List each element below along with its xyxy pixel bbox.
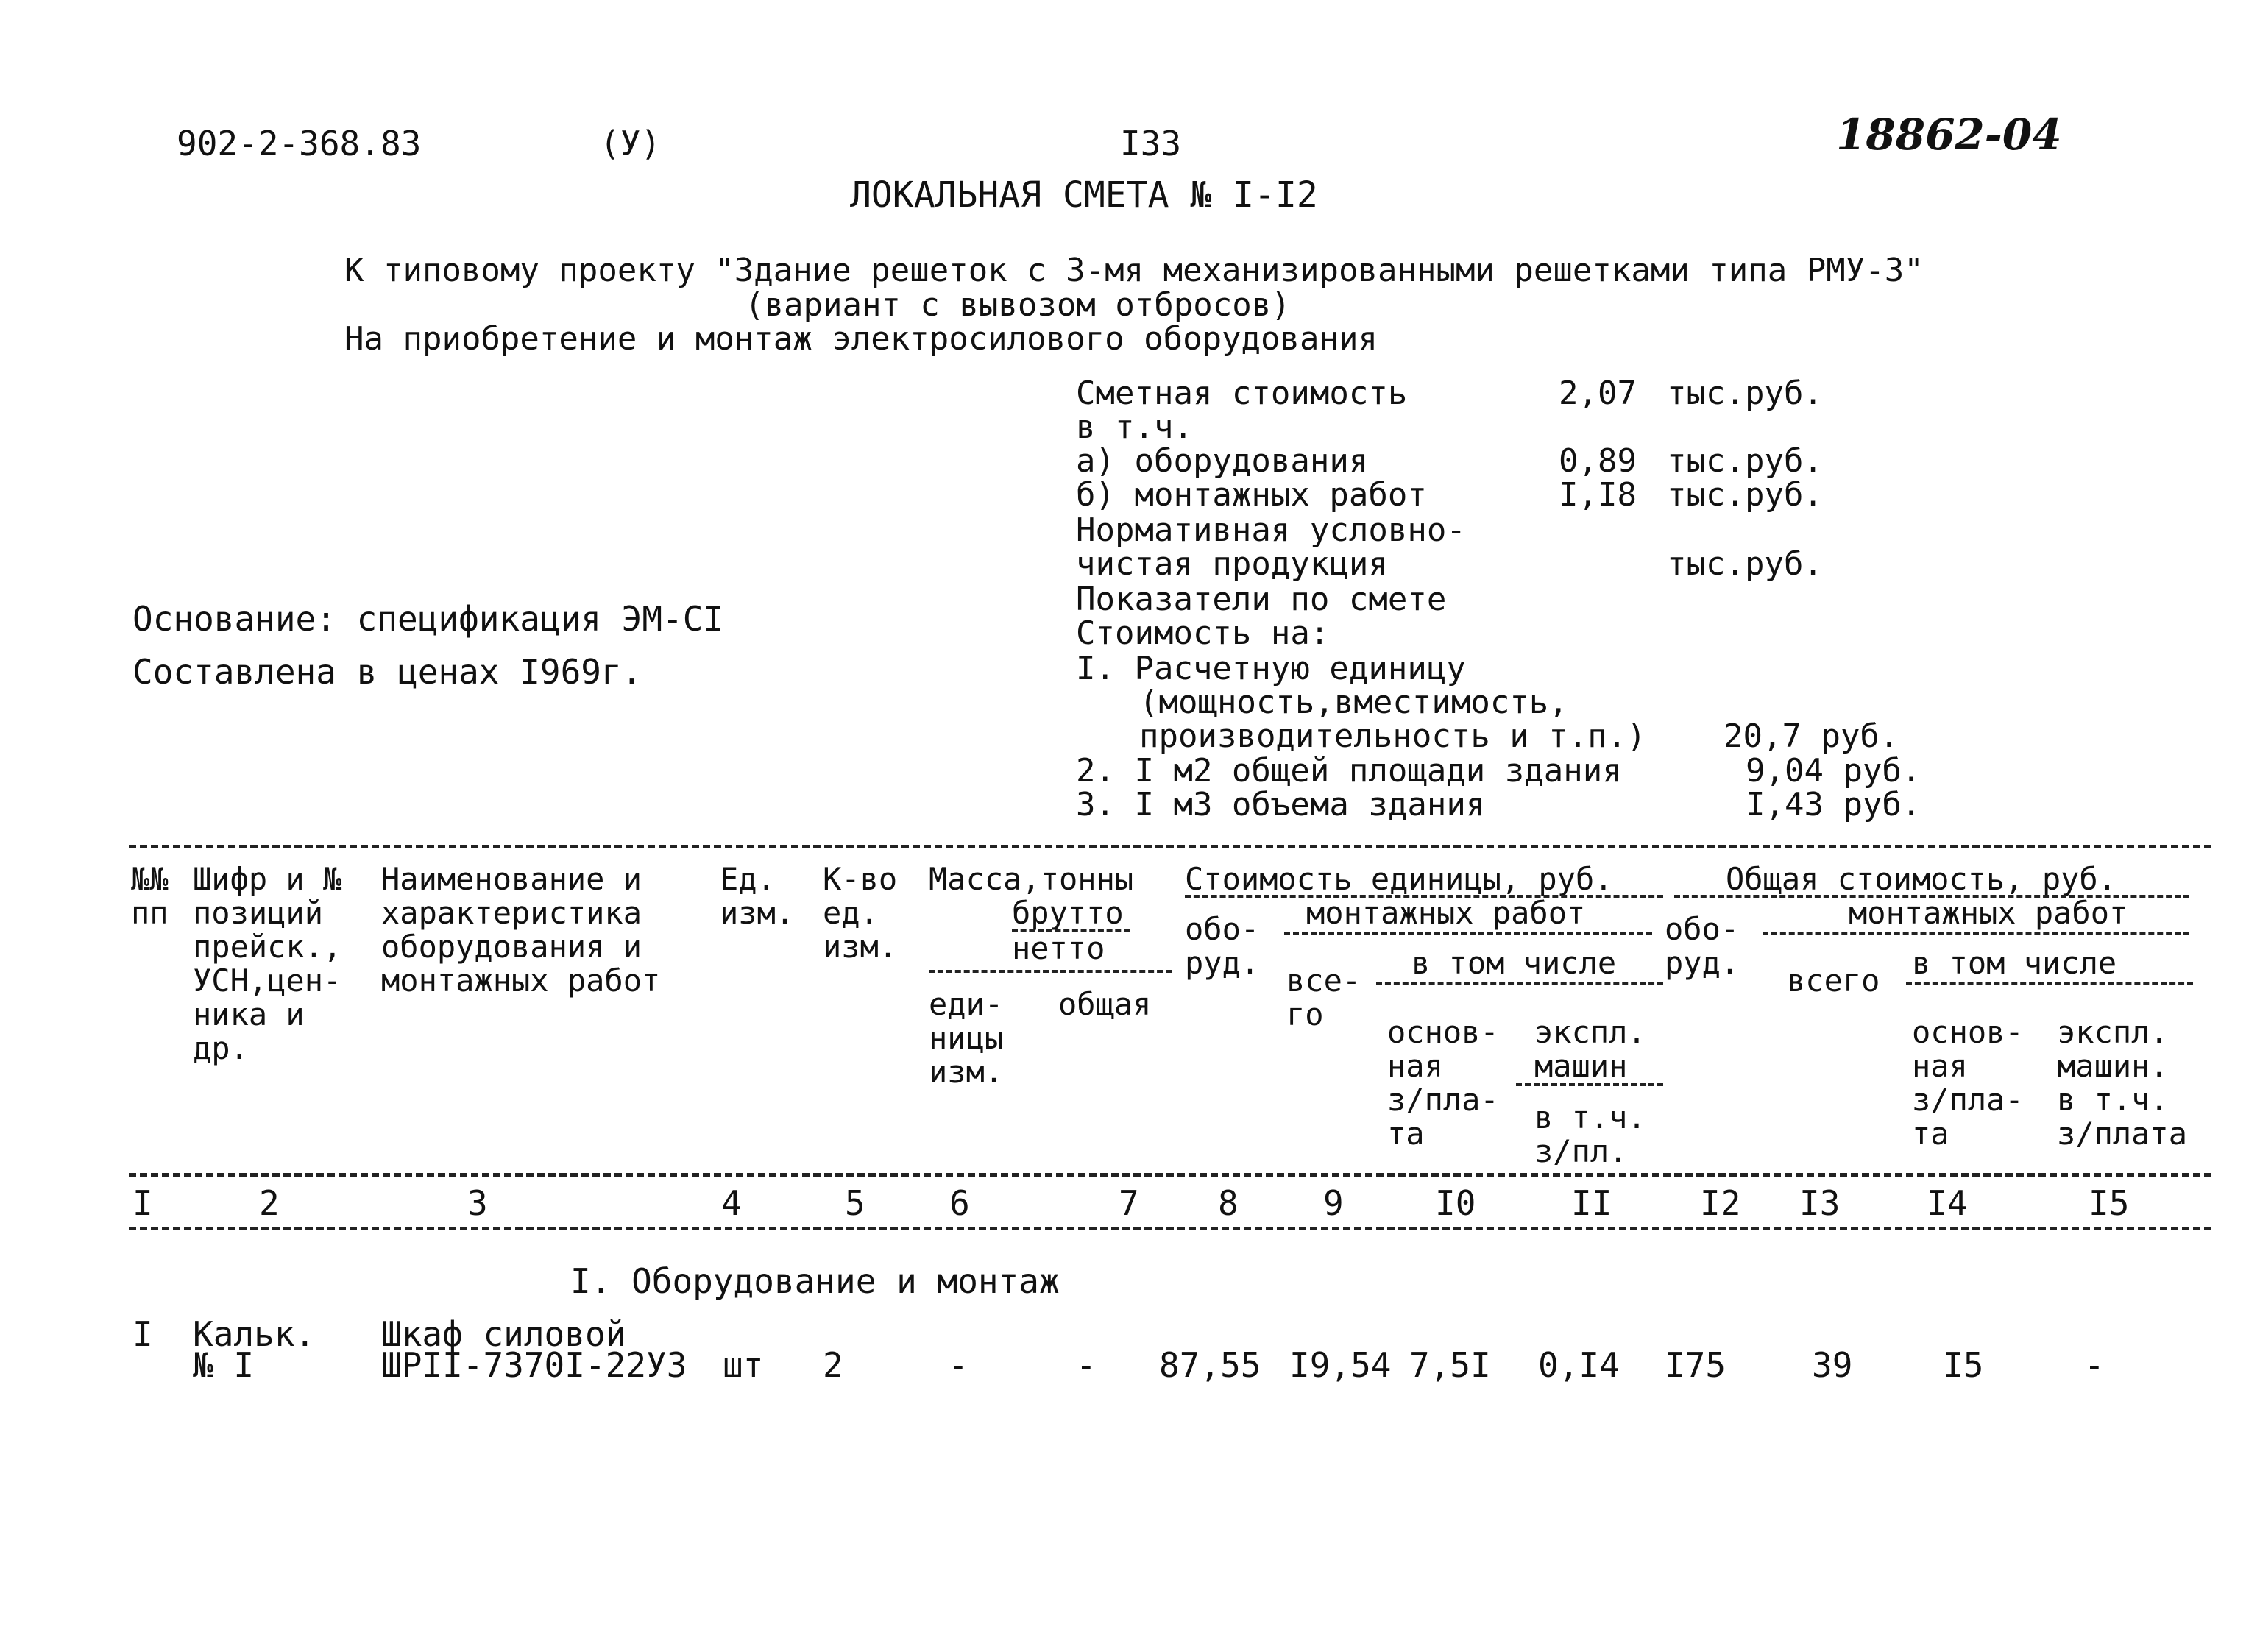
- indicator-1-line-1: I. Расчетную единицу: [1076, 650, 1466, 687]
- col2-h5: ника и: [193, 996, 305, 1032]
- cost-per-label: Стоимость на:: [1076, 614, 1330, 652]
- indicator-1-line-2: (мощность,вместимость,: [1139, 684, 1568, 721]
- col2-h2: позиций: [193, 895, 324, 931]
- col14-h1: основ-: [1912, 1014, 2024, 1050]
- col9-h1: все-: [1286, 963, 1361, 999]
- row-wage: 7,5I: [1409, 1345, 1491, 1385]
- netto-underline: [929, 970, 1172, 973]
- total-install-title: монтажных работ: [1849, 895, 2128, 931]
- row-machines: 0,I4: [1538, 1345, 1620, 1385]
- col14-h2: ная: [1912, 1048, 1968, 1084]
- unit-incl-underline: [1376, 982, 1663, 985]
- column-number: 7: [1119, 1183, 1139, 1223]
- unit-install-title: монтажных работ: [1306, 895, 1586, 931]
- col3-h4: монтажных работ: [381, 963, 661, 999]
- col15-h2: машин.: [2057, 1048, 2169, 1084]
- col15-h3: в т.ч.: [2057, 1082, 2169, 1118]
- estimate-cost-unit: тыс.руб.: [1667, 375, 1823, 412]
- equipment-label: а) оборудования: [1076, 442, 1369, 480]
- col13-h1: всего: [1787, 963, 1880, 999]
- col9-h2: го: [1286, 996, 1324, 1032]
- col3-h2: характеристика: [381, 895, 642, 931]
- col11-h2: машин: [1534, 1048, 1628, 1084]
- total-incl-title: в том числе: [1912, 945, 2117, 981]
- col2-h3: прейск.,: [193, 929, 342, 965]
- column-number: 6: [949, 1183, 970, 1223]
- unit-incl-title: в том числе: [1411, 945, 1617, 981]
- column-number: I3: [1799, 1183, 1841, 1223]
- document-code: 902-2-368.83: [177, 124, 422, 163]
- row-total-wage: I5: [1943, 1345, 1984, 1385]
- table-top-rule: [129, 845, 2211, 848]
- page-number: I33: [1120, 124, 1182, 163]
- indicator-2-label: 2. I м2 общей площади здания: [1076, 752, 1622, 790]
- section-title: I. Оборудование и монтаж: [570, 1261, 1060, 1301]
- col10-h4: та: [1387, 1116, 1425, 1152]
- basis-line-2: Составлена в ценах I969г.: [132, 652, 642, 692]
- col3-h1: Наименование и: [381, 861, 642, 897]
- net-product-label-1: Нормативная условно-: [1076, 511, 1466, 549]
- col1-h2: пп: [131, 895, 169, 931]
- column-number: II: [1571, 1183, 1612, 1223]
- col10-h2: ная: [1387, 1048, 1443, 1084]
- column-number: 9: [1323, 1183, 1344, 1223]
- row-equip-cost: 87,55: [1159, 1345, 1261, 1385]
- row-total-equip: I75: [1665, 1345, 1726, 1385]
- row-number: I: [132, 1314, 153, 1354]
- col10-h3: з/пла-: [1387, 1082, 1499, 1118]
- column-number: I2: [1700, 1183, 1741, 1223]
- equipment-value: 0,89: [1559, 442, 1637, 480]
- indicator-3-value: I,43 руб.: [1746, 786, 1921, 823]
- page-title: ЛОКАЛЬНАЯ СМЕТА № I-I2: [850, 174, 1318, 216]
- col12-h2: руд.: [1665, 945, 1740, 981]
- basis-line-1: Основание: спецификация ЭМ-СI: [132, 599, 724, 639]
- project-line-3: На приобретение и монтаж электросилового оборудования: [344, 320, 1378, 358]
- installation-unit: тыс.руб.: [1667, 476, 1823, 514]
- col7-h1: общая: [1058, 986, 1152, 1022]
- installation-label: б) монтажных работ: [1076, 476, 1427, 514]
- col14-h3: з/пла-: [1912, 1082, 2024, 1118]
- indicator-2-value: 9,04 руб.: [1746, 752, 1921, 790]
- col2-h1: Шифр и №: [193, 861, 342, 897]
- col4-h1: Ед.: [720, 861, 776, 897]
- column-number: I0: [1435, 1183, 1476, 1223]
- col5-h3: изм.: [823, 929, 898, 965]
- column-numbers-rule: [129, 1227, 2211, 1230]
- indicator-1-value: 20,7 руб.: [1724, 717, 1899, 755]
- col12-h1: обо-: [1665, 911, 1740, 947]
- row-name-1: Шкаф силовой: [381, 1314, 626, 1354]
- col11-h3: в т.ч.: [1534, 1099, 1646, 1135]
- total-install-underline: [1763, 932, 2189, 935]
- col8-h1: обо-: [1185, 911, 1260, 947]
- project-line-1: К типовому проекту "Здание решеток с 3-мя механизированными решетками типа РМУ-3": [344, 252, 1924, 289]
- indicator-3-label: 3. I м3 объема здания: [1076, 786, 1486, 823]
- row-total-all: 39: [1812, 1345, 1853, 1385]
- mass-title: Масса,тонны: [929, 861, 1134, 897]
- mass-netto: нетто: [1012, 930, 1105, 966]
- col2-h4: УСН,цен-: [193, 963, 342, 999]
- column-number: 4: [721, 1183, 742, 1223]
- row-unit: шт: [723, 1345, 764, 1385]
- col6-h1: еди-: [929, 986, 1004, 1022]
- row-mass-total: -: [1076, 1345, 1097, 1385]
- column-number: I5: [2089, 1183, 2130, 1223]
- row-code-1: Кальк.: [193, 1314, 316, 1354]
- col15-h4: з/плата: [2057, 1116, 2188, 1152]
- row-qty: 2: [823, 1345, 843, 1385]
- col2-h6: др.: [193, 1030, 249, 1066]
- col1-h1: №№: [131, 861, 169, 897]
- column-number: I: [132, 1183, 153, 1223]
- total-cost-title: Общая стоимость, руб.: [1726, 861, 2117, 897]
- col11-underline: [1516, 1083, 1663, 1086]
- estimate-cost-label: Сметная стоимость: [1076, 375, 1408, 412]
- col15-h1: экспл.: [2057, 1014, 2169, 1050]
- indicator-1-line-3: производительность и т.п.): [1139, 717, 1646, 755]
- col14-h4: та: [1912, 1116, 1949, 1152]
- total-incl-underline: [1906, 982, 2193, 985]
- row-total-machines: -: [2084, 1345, 2105, 1385]
- col8-h2: руд.: [1185, 945, 1260, 981]
- net-product-label-2: чистая продукция: [1076, 545, 1388, 583]
- col6-h3: изм.: [929, 1054, 1004, 1090]
- net-product-unit: тыс.руб.: [1667, 545, 1823, 583]
- column-number: 8: [1218, 1183, 1239, 1223]
- document-mark: (У): [600, 124, 662, 163]
- equipment-unit: тыс.руб.: [1667, 442, 1823, 480]
- col5-h2: ед.: [823, 895, 879, 931]
- unit-install-underline: [1284, 932, 1652, 935]
- col5-h1: К-во: [823, 861, 898, 897]
- col3-h3: оборудования и: [381, 929, 642, 965]
- col6-h2: ницы: [929, 1020, 1004, 1056]
- col11-h1: экспл.: [1534, 1014, 1646, 1050]
- column-number: 2: [259, 1183, 280, 1223]
- row-install-total: I9,54: [1289, 1345, 1392, 1385]
- mass-brutto: брутто: [1012, 895, 1124, 931]
- col4-h2: изм.: [720, 895, 795, 931]
- column-number: 3: [467, 1183, 488, 1223]
- row-name-2: ШРII-7370I-22У3: [381, 1345, 687, 1385]
- unit-cost-title: Стоимость единицы, руб.: [1185, 861, 1613, 897]
- installation-value: I,I8: [1559, 476, 1637, 514]
- col11-h4: з/пл.: [1534, 1133, 1628, 1169]
- indicators-label: Показатели по смете: [1076, 581, 1447, 618]
- col10-h1: основ-: [1387, 1014, 1499, 1050]
- project-line-2: (вариант с вывозом отбросов): [745, 286, 1291, 324]
- row-mass-unit: -: [948, 1345, 968, 1385]
- column-number: 5: [845, 1183, 865, 1223]
- handwritten-number: 18862-04: [1836, 110, 2062, 160]
- header-bottom-rule: [129, 1173, 2211, 1177]
- estimate-cost-value: 2,07: [1559, 375, 1637, 412]
- row-code-2: № I: [193, 1345, 255, 1385]
- column-number: I4: [1927, 1183, 1968, 1223]
- including-label: в т.ч.: [1076, 408, 1193, 446]
